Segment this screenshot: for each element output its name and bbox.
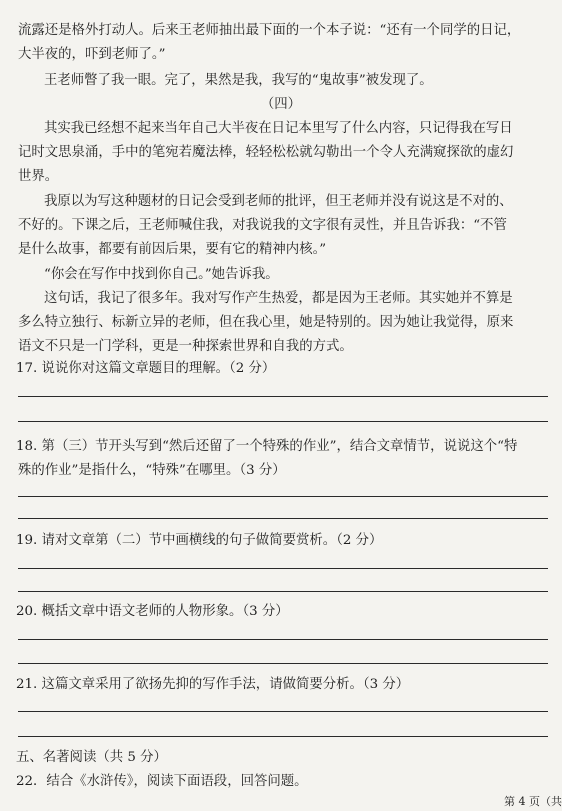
passage-line: 我原以为写这种题材的日记会受到老师的批评，但王老师并没有说这是不对的、 [44,194,513,209]
passage-line: 世界。 [18,169,59,184]
passage-line: 其实我已经想不起来当年自己大半夜在日记本里写了什么内容，只记得我在写日 [44,121,513,136]
answer-line[interactable] [18,396,548,397]
passage-line: “你会在写作中找到你自己。”她告诉我。 [44,267,279,282]
answer-line[interactable] [18,591,548,592]
page-footer: 第 4 页（共 [504,795,562,808]
answer-line[interactable] [18,663,548,664]
section-number: （四） [260,97,302,112]
answer-line[interactable] [18,736,548,737]
answer-line[interactable] [18,496,548,497]
passage-line: 流露还是格外打动人。后来王老师抽出最下面的一个本子说：“还有一个同学的日记， [18,23,521,38]
passage-line: 大半夜的，吓到老师了。” [18,47,166,62]
question-18-cont: 殊的作业”是指什么，“特殊”在哪里。（3 分） [18,463,286,478]
passage-line: 记时文思泉涌，手中的笔宛若魔法棒，轻轻松松就勾勒出一个令人充满窥探欲的虚幻 [18,145,514,160]
question-18: 18. 第（三）节开头写到“然后还留了一个特殊的作业”，结合文章情节，说说这个“特 [16,439,518,454]
section-heading: 五、名著阅读（共 5 分） [16,750,167,765]
passage-line: 这句话，我记了很多年。我对写作产生热爱，都是因为王老师。其实她并不算是 [44,291,513,306]
passage-line: 不好的。下课之后，王老师喊住我，对我说我的文字很有灵性，并且告诉我：“不管 [18,218,507,233]
answer-line[interactable] [18,568,548,569]
question-20: 20. 概括文章中语文老师的人物形象。（3 分） [16,604,289,619]
passage-line: 语文不只是一门学科，更是一种探索世界和自我的方式。 [18,339,353,354]
answer-line[interactable] [18,518,548,519]
passage-line: 是什么故事，都要有前因后果，要有它的精神内核。” [18,242,327,257]
answer-line[interactable] [18,421,548,422]
question-17: 17. 说说你对这篇文章题目的理解。（2 分） [16,361,276,376]
passage-line: 多么特立独行、标新立异的老师，但在我心里，她是特别的。因为她让我觉得，原来 [18,315,514,330]
question-19: 19. 请对文章第（二）节中画横线的句子做简要赏析。（2 分） [16,533,383,548]
question-21: 21. 这篇文章采用了欲扬先抑的写作手法，请做简要分析。（3 分） [16,677,410,692]
answer-line[interactable] [18,639,548,640]
passage-line: 王老师瞥了我一眼。完了，果然是我，我写的“鬼故事”被发现了。 [44,73,433,88]
answer-line[interactable] [18,711,548,712]
question-22: 22．结合《水浒传》，阅读下面语段，回答问题。 [16,774,308,789]
